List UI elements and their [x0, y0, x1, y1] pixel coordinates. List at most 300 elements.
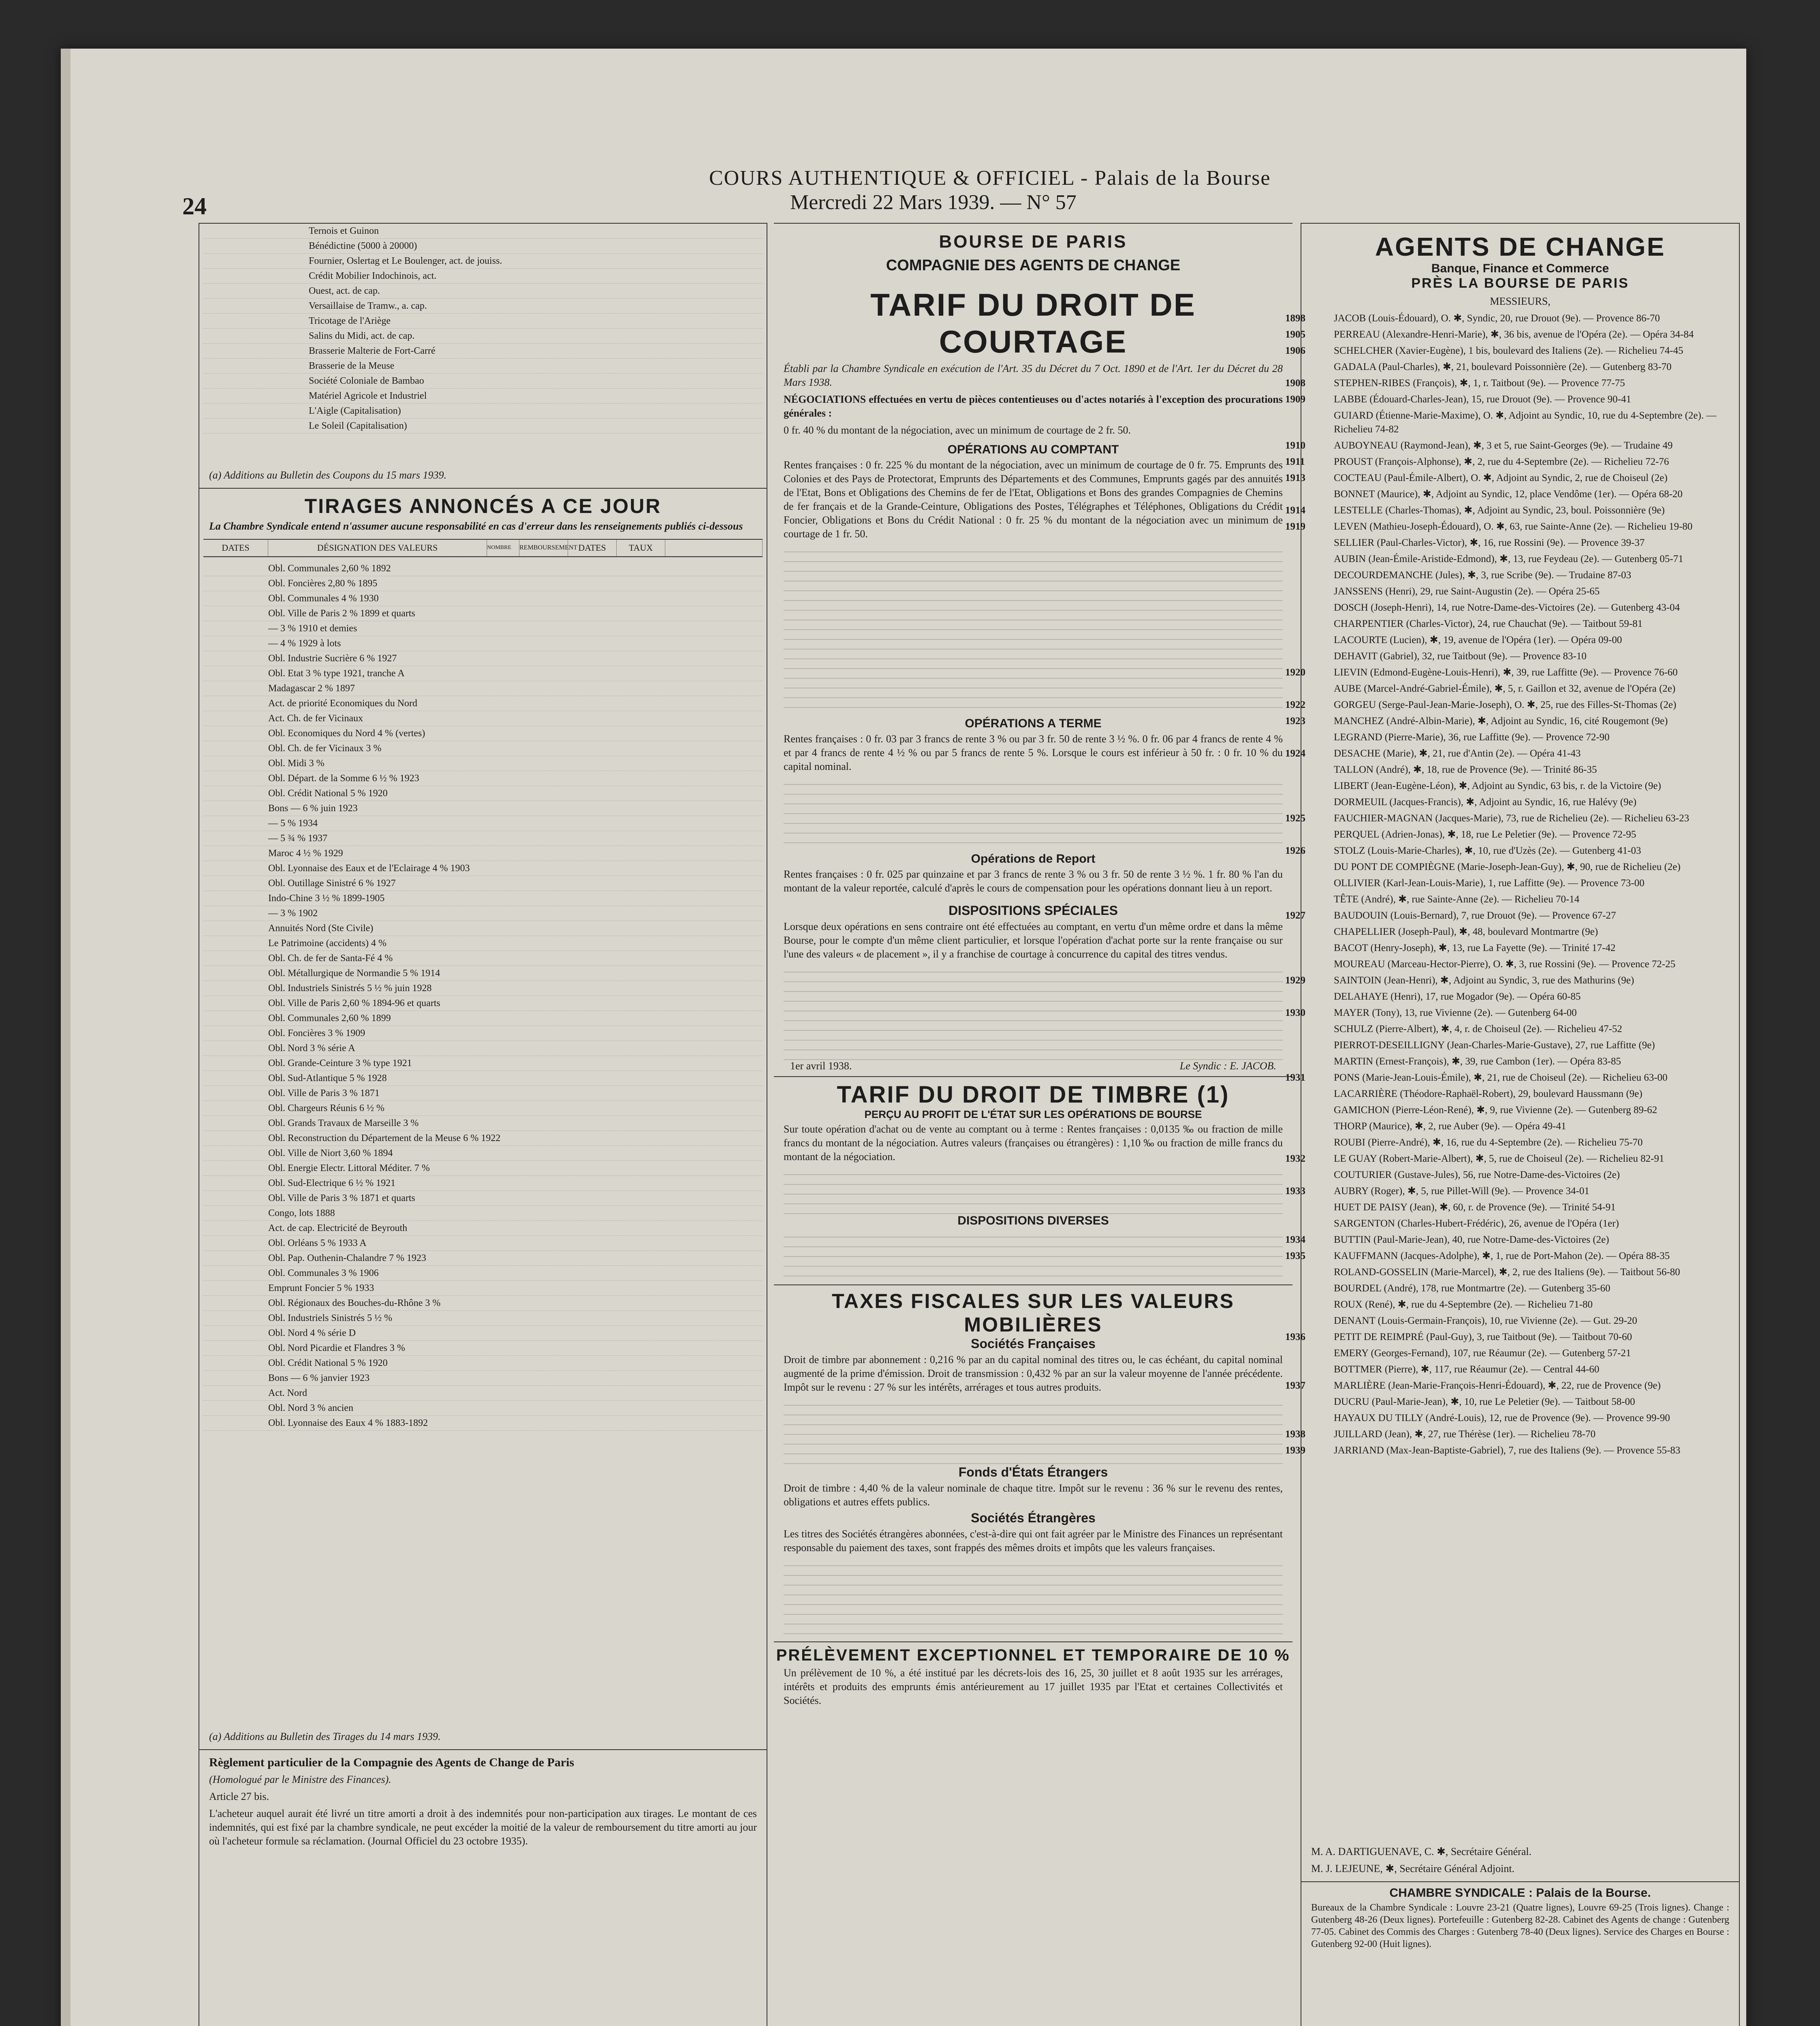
agent-details: ROUBI (Pierre-André), ✱, 16, rue du 4-Septembre (2e). — Richelieu 75-70	[1334, 1137, 1643, 1148]
coupon-row	[203, 224, 763, 239]
agent-details: SCHELCHER (Xavier-Eugène), 1 bis, boulevard des Italiens (2e). — Richelieu 74-45	[1334, 345, 1683, 356]
tirage-row	[203, 1356, 763, 1371]
agent-details: AUBOYNEAU (Raymond-Jean), ✱, 3 et 5, rue Saint-Georges (9e). — Trudaine 49	[1334, 440, 1673, 451]
tirage-row	[203, 966, 763, 981]
terme-detail-lines	[784, 775, 1283, 848]
tirage-designation: Obl. Communales 3 % 1906	[268, 1268, 379, 1278]
agent-entry	[1334, 1103, 1731, 1117]
coupon-row	[203, 284, 763, 299]
agent-entry	[1334, 1217, 1731, 1231]
agent-year: 1929	[1285, 975, 1305, 986]
tirage-designation: Obl. Orléans 5 % 1933 A	[268, 1238, 367, 1248]
tirage-row	[203, 711, 763, 726]
tirage-designation: Maroc 4 ½ % 1929	[268, 848, 343, 859]
agent-entry	[1334, 650, 1731, 663]
agent-entry	[1334, 568, 1731, 582]
tirage-designation: — 4 % 1929 à lots	[268, 638, 341, 649]
tirage-designation: Obl. Pap. Outhenin-Chalandre 7 % 1923	[268, 1253, 426, 1263]
etrangeres-text: Les titres des Sociétés étrangères abonnées, c'est-à-dire qui ont fait agréer par le Ministre des Finances un représentant responsable du paiement des taxes, sont frappés des mêmes droits et impôts que les valeurs françaises.	[784, 1528, 1283, 1554]
tirage-designation: Obl. Sud-Atlantique 5 % 1928	[268, 1073, 387, 1084]
tirage-row	[203, 1341, 763, 1356]
agent-year: 1926	[1285, 845, 1305, 856]
agents-title: AGENTS DE CHANGE	[1375, 232, 1666, 261]
tirage-designation: Bons — 6 % juin 1923	[268, 803, 358, 814]
tirage-designation: Act. Ch. de fer Vicinaux	[268, 713, 363, 724]
tirage-designation: Obl. Ville de Niort 3,60 % 1894	[268, 1148, 393, 1158]
agent-entry	[1334, 763, 1731, 777]
tirage-row	[203, 1071, 763, 1086]
agent-year: 1911	[1285, 456, 1305, 467]
agent-entry	[1334, 941, 1731, 955]
chambre-title: CHAMBRE SYNDICALE : Palais de la Bourse.	[1389, 1886, 1651, 1900]
tirages-note: (a) Additions au Bulletin des Tirages du 14 mars 1939.	[209, 1731, 441, 1742]
agent-details: SAINTOIN (Jean-Henri), ✱, Adjoint au Syndic, 3, rue des Mathurins (9e)	[1334, 975, 1634, 986]
tirage-row	[203, 1326, 763, 1341]
agent-entry	[1285, 1233, 1731, 1247]
taxes-title: TAXES FISCALES SUR LES VALEURS MOBILIÈRES	[832, 1290, 1235, 1336]
tirage-row	[203, 1176, 763, 1191]
agent-details: CHAPELLIER (Joseph-Paul), ✱, 48, boulevard Montmartre (9e)	[1334, 926, 1598, 937]
tirage-row	[203, 741, 763, 756]
tirages-table	[203, 561, 763, 1728]
messieurs-label: MESSIEURS,	[1490, 295, 1551, 307]
agent-entry	[1285, 714, 1731, 728]
agent-year: 1932	[1285, 1153, 1305, 1164]
tirage-row	[203, 876, 763, 891]
prelevement-text: Un prélèvement de 10 %, a été institué par les décrets-lois des 16, 25, 30 juillet et 8 août 1935 sur les arrérages, intérêts et produits des emprunts émis antérieurement au 17 juillet 1935 par l'Etat et certaines Collectivités et Sociétés.	[784, 1667, 1283, 1706]
agents-subtitle: Banque, Finance et Commerce	[1431, 262, 1609, 275]
tirage-designation: Obl. Crédit National 5 % 1920	[268, 788, 388, 799]
tirage-designation: Obl. Communales 2,60 % 1892	[268, 563, 391, 574]
syndic-signature: Le Syndic : E. JACOB.	[1179, 1060, 1276, 1072]
agent-details: AUBE (Marcel-André-Gabriel-Émile), ✱, 5, r. Gaillon et 32, avenue de l'Opéra (2e)	[1334, 683, 1676, 694]
tirage-row	[203, 1161, 763, 1176]
coupon-label: Salins du Midi, act. de cap.	[309, 331, 415, 341]
tirage-designation: Act. de cap. Electricité de Beyrouth	[268, 1223, 408, 1233]
agent-details: AUBRY (Roger), ✱, 5, rue Pillet-Will (9e). — Provence 34-01	[1334, 1186, 1589, 1197]
tirages-title: TIRAGES ANNONCÉS A CE JOUR	[304, 495, 662, 517]
tirage-designation: Obl. Industriels Sinistrés 5 ½ % juin 1928	[268, 983, 432, 994]
agent-year: 1906	[1285, 345, 1305, 356]
agent-details: GAMICHON (Pierre-Léon-René), ✱, 9, rue Vivienne (2e). — Gutenberg 89-62	[1334, 1105, 1658, 1116]
tirage-row	[203, 1251, 763, 1266]
coupon-row	[203, 389, 763, 404]
agent-entry	[1334, 795, 1731, 809]
agent-entry	[1285, 974, 1731, 987]
courtage-subtitle: Établi par la Chambre Syndicale en exécution de l'Art. 35 du Décret du 7 Oct. 1890 et de l'Art. 1er du Décret du 28 Mars 1938.	[784, 363, 1283, 388]
tirage-row	[203, 681, 763, 696]
agent-details: SCHULZ (Pierre-Albert), ✱, 4, r. de Choiseul (2e). — Richelieu 47-52	[1334, 1024, 1622, 1034]
agent-details: KAUFFMANN (Jacques-Adolphe), ✱, 1, rue de Port-Mahon (2e). — Opéra 88-35	[1334, 1250, 1670, 1261]
coupon-row	[203, 344, 763, 359]
tirage-designation: Obl. Ch. de fer Vicinaux 3 %	[268, 743, 382, 754]
agent-details: FAUCHIER-MAGNAN (Jacques-Marie), 73, rue de Richelieu (2e). — Richelieu 63-23	[1334, 813, 1690, 824]
agent-year: 1930	[1285, 1007, 1305, 1018]
agent-details: PERQUEL (Adrien-Jonas), ✱, 18, rue Le Peletier (9e). — Provence 72-95	[1334, 829, 1636, 840]
chambre-text: Bureaux de la Chambre Syndicale : Louvre 23-21 (Quatre lignes), Louvre 69-25 (Trois lignes). Change : Gutenberg 48-26 (Deux lignes). Portefeuille : Gutenberg 82-28. Cabinet des Agents de change : Gutenberg 77-05. Cabinet des Commis des Charges : Gutenberg 78-40 (Deux lignes). Service des Charges en Bourse : Gutenberg 92-00 (Huit lignes).	[1311, 1902, 1729, 1949]
agent-details: LEVEN (Mathieu-Joseph-Édouard), O. ✱, 63, rue Sainte-Anne (2e). — Richelieu 19-80	[1334, 521, 1693, 532]
tirage-designation: Obl. Ville de Paris 2 % 1899 et quarts	[268, 608, 415, 619]
coupon-label: Crédit Mobilier Indochinois, act.	[309, 271, 437, 281]
coupon-label: Versaillaise de Tramw., a. cap.	[309, 301, 427, 311]
tirage-designation: Obl. Industriels Sinistrés 5 ½ %	[268, 1313, 392, 1323]
tirage-designation: Obl. Economiques du Nord 4 % (vertes)	[268, 728, 425, 739]
agent-details: DUCRU (Paul-Marie-Jean), ✱, 10, rue Le Peletier (9e). — Taitbout 58-00	[1334, 1396, 1635, 1407]
tirage-row	[203, 1401, 763, 1416]
agent-year: 1909	[1285, 394, 1305, 405]
agent-entry	[1334, 828, 1731, 842]
tirage-designation: — 3 % 1902	[268, 908, 318, 919]
agent-year: 1914	[1285, 505, 1305, 516]
page-binding-edge	[61, 49, 70, 2026]
tirage-row	[203, 1131, 763, 1146]
agent-details: CHARPENTIER (Charles-Victor), 24, rue Chauchat (9e). — Taitbout 59-81	[1334, 618, 1643, 629]
tirage-row	[203, 756, 763, 771]
agent-details: DENANT (Louis-Germain-François), 10, rue Vivienne (2e). — Gut. 29-20	[1334, 1315, 1637, 1326]
tirage-designation: Indo-Chine 3 ½ % 1899-1905	[268, 893, 385, 904]
agent-details: OLLIVIER (Karl-Jean-Louis-Marie), 1, rue Laffitte (9e). — Provence 73-00	[1334, 878, 1645, 889]
tirage-designation: Obl. Ville de Paris 3 % 1871 et quarts	[268, 1193, 415, 1203]
dispositions-title: DISPOSITIONS SPÉCIALES	[948, 903, 1118, 918]
agent-year: 1923	[1285, 716, 1305, 727]
agent-details: DOSCH (Joseph-Henri), 14, rue Notre-Dame-des-Victoires (2e). — Gutenberg 43-04	[1334, 602, 1680, 613]
tirage-designation: Act. de priorité Economiques du Nord	[268, 698, 417, 709]
tirage-designation: — 5 % 1934	[268, 818, 318, 829]
negociations-heading: NÉGOCIATIONS effectuées en vertu de pièces contentieuses ou d'actes notariés à l'exception des procurations générales :	[784, 393, 1283, 419]
agent-details: LE GUAY (Robert-Marie-Albert), ✱, 5, rue de Choiseul (2e). — Richelieu 82-91	[1334, 1153, 1664, 1164]
agent-entry	[1334, 876, 1731, 890]
agent-year: 1898	[1285, 313, 1305, 324]
tirage-designation: — 5 ¾ % 1937	[268, 833, 327, 844]
tirage-row	[203, 1041, 763, 1056]
col-header-taux: TAUX	[617, 540, 665, 556]
tarif-date: 1er avril 1938.	[790, 1060, 852, 1072]
agent-entry	[1285, 471, 1731, 485]
tirage-row	[203, 1056, 763, 1071]
tirage-row	[203, 1026, 763, 1041]
agent-details: MOUREAU (Marceau-Hector-Pierre), O. ✱, 3, rue Rossini (9e). — Provence 72-25	[1334, 959, 1676, 970]
agent-details: DEHAVIT (Gabriel), 32, rue Taitbout (9e). — Provence 83-10	[1334, 651, 1587, 662]
coupon-label: Ouest, act. de cap.	[309, 286, 380, 296]
tirage-designation: Obl. Ch. de fer de Santa-Fé 4 %	[268, 953, 393, 964]
tirage-row	[203, 1371, 763, 1386]
coupon-row	[203, 359, 763, 374]
tirage-row	[203, 801, 763, 816]
agent-entry	[1285, 1071, 1731, 1085]
agent-entry	[1285, 1330, 1731, 1344]
coupon-row	[203, 314, 763, 329]
agent-year: 1939	[1285, 1445, 1305, 1456]
agent-details: SARGENTON (Charles-Hubert-Frédéric), 26, avenue de l'Opéra (1er)	[1334, 1218, 1619, 1229]
agent-entry	[1334, 1395, 1731, 1409]
diverses-detail-lines	[784, 1228, 1283, 1280]
agent-details: PIERROT-DESEILLIGNY (Jean-Charles-Marie-Gustave), 27, rue Laffitte (9e)	[1334, 1040, 1655, 1051]
tirage-designation: Emprunt Foncier 5 % 1933	[268, 1283, 374, 1293]
tirage-designation: Act. Nord	[268, 1388, 307, 1398]
agent-details: LIEVIN (Edmond-Eugène-Louis-Henri), ✱, 39, rue Laffitte (9e). — Provence 76-60	[1334, 667, 1678, 678]
report-title: Opérations de Report	[971, 852, 1096, 866]
agent-year: 1935	[1285, 1250, 1305, 1261]
agent-year: 1924	[1285, 748, 1305, 759]
agent-entry	[1285, 1379, 1731, 1393]
coupon-row	[203, 299, 763, 314]
tirage-designation: — 3 % 1910 et demies	[268, 623, 357, 634]
agent-year: 1927	[1285, 910, 1305, 921]
agent-entry	[1285, 1006, 1731, 1020]
agent-entry	[1285, 504, 1731, 517]
agents-list	[1285, 312, 1739, 1843]
left-column	[199, 223, 767, 2026]
publication-title: COURS AUTHENTIQUE & OFFICIEL - Palais de la Bourse	[709, 167, 1271, 190]
tirage-designation: Obl. Nord Picardie et Flandres 3 %	[268, 1343, 405, 1353]
agent-details: GADALA (Paul-Charles), ✱, 21, boulevard Poissonnière (2e). — Gutenberg 83-70	[1334, 361, 1672, 372]
agent-details: LESTELLE (Charles-Thomas), ✱, Adjoint au Syndic, 23, boul. Poissonnière (9e)	[1334, 505, 1665, 516]
agent-details: ROLAND-GOSSELIN (Marie-Marcel), ✱, 2, rue des Italiens (9e). — Taitbout 56-80	[1334, 1267, 1680, 1278]
agent-entry	[1334, 682, 1731, 696]
agent-entry	[1285, 1152, 1731, 1166]
agent-details: PROUST (François-Alphonse), ✱, 2, rue du 4-Septembre (2e). — Richelieu 72-76	[1334, 456, 1669, 467]
col-header-remboursement: REMBOURSEMENT	[519, 540, 568, 556]
agent-entry	[1285, 909, 1731, 923]
tirage-row	[203, 651, 763, 666]
tirage-row	[203, 846, 763, 861]
agent-details: BONNET (Maurice), ✱, Adjoint au Syndic, 12, place Vendôme (1er). — Opéra 68-20	[1334, 489, 1683, 500]
coupon-label: Bénédictine (5000 à 20000)	[309, 241, 417, 251]
agent-details: PONS (Marie-Jean-Louis-Émile), ✱, 21, rue de Choiseul (2e). — Richelieu 63-00	[1334, 1072, 1668, 1083]
coupon-label: Matériel Agricole et Industriel	[309, 391, 427, 401]
tirage-row	[203, 771, 763, 786]
coupon-row	[203, 269, 763, 284]
tirage-row	[203, 621, 763, 636]
agent-year: 1905	[1285, 329, 1305, 340]
agent-details: THORP (Maurice), ✱, 2, rue Auber (9e). — Opéra 49-41	[1334, 1121, 1566, 1132]
agent-year: 1937	[1285, 1380, 1305, 1391]
tirage-row	[203, 936, 763, 951]
timbre-detail-lines	[784, 1165, 1283, 1214]
agent-details: DELAHAYE (Henri), 17, rue Mogador (9e). — Opéra 60-85	[1334, 991, 1581, 1002]
agent-entry	[1285, 698, 1731, 712]
agent-entry	[1334, 1022, 1731, 1036]
tirage-row	[203, 786, 763, 801]
tirage-row	[203, 1221, 763, 1236]
agent-details: BACOT (Henry-Joseph), ✱, 13, rue La Fayette (9e). — Trinité 17-42	[1334, 942, 1616, 953]
negociations-rate: 0 fr. 40 % du montant de la négociation, avec un minimum de courtage de 2 fr. 50.	[784, 424, 1131, 436]
tirage-designation: Obl. Lyonnaise des Eaux 4 % 1883-1892	[268, 1418, 428, 1428]
diverses-title: DISPOSITIONS DIVERSES	[957, 1214, 1109, 1227]
agent-entry	[1285, 344, 1731, 358]
tirage-designation: Obl. Foncières 2,80 % 1895	[268, 578, 378, 589]
agent-entry	[1334, 487, 1731, 501]
tirage-designation: Obl. Ville de Paris 2,60 % 1894-96 et quarts	[268, 998, 440, 1009]
tirage-row	[203, 951, 763, 966]
agent-entry	[1285, 328, 1731, 342]
tirage-row	[203, 561, 763, 576]
right-column	[1285, 223, 1740, 2026]
francaises-text: Droit de timbre par abonnement : 0,216 % par an du capital nominal des titres ou, le cas échéant, du capital nominal augmenté de la prime d'émission. Droit de transmission : 0,432 % par an sur la valeur moyenne de l'année précédente. Impôt sur le revenu : 27 % sur les intérêts, arrérages et tous autres produits.	[784, 1354, 1283, 1393]
agent-entry	[1334, 1039, 1731, 1052]
tirage-designation: Madagascar 2 % 1897	[268, 683, 355, 694]
timbre-text: Sur toute opération d'achat ou de vente au comptant ou à terme : Rentes françaises : 0,0135 ‰ ou fraction de mille francs du montant de la négociation. Autres valeurs (françaises ou étrangères) : 1,10 ‰ ou fraction de mille francs du montant de la négociation.	[784, 1123, 1283, 1163]
agent-details: BAUDOUIN (Louis-Bernard), 7, rue Drouot (9e). — Provence 67-27	[1334, 910, 1616, 921]
agent-details: JARRIAND (Max-Jean-Baptiste-Gabriel), 7, rue des Italiens (9e). — Provence 55-83	[1334, 1445, 1681, 1456]
agent-details: BUTTIN (Paul-Marie-Jean), 40, rue Notre-Dame-des-Victoires (2e)	[1334, 1234, 1609, 1245]
agent-entry	[1334, 1087, 1731, 1101]
agents-location: PRÈS LA BOURSE DE PARIS	[1411, 276, 1629, 291]
agent-entry	[1285, 393, 1731, 406]
agent-details: GUIARD (Étienne-Marie-Maxime), O. ✱, Adjoint au Syndic, 10, rue du 4-Septembre (2e). — Richelieu 74-82	[1334, 410, 1717, 435]
tirage-designation: Obl. Grande-Ceinture 3 % type 1921	[268, 1058, 412, 1069]
agent-year: 1919	[1285, 521, 1305, 532]
tirage-designation: Obl. Nord 3 % ancien	[268, 1403, 353, 1413]
tirage-designation: Obl. Energie Electr. Littoral Méditer. 7 %	[268, 1163, 430, 1173]
agent-details: JACOB (Louis-Édouard), O. ✱, Syndic, 20, rue Drouot (9e). — Provence 86-70	[1334, 313, 1660, 324]
tirage-row	[203, 996, 763, 1011]
fonds-title: Fonds d'États Étrangers	[958, 1465, 1108, 1479]
tirage-designation: Obl. Nord 4 % série D	[268, 1328, 356, 1338]
tirage-row	[203, 1236, 763, 1251]
courtage-title: TARIF DU DROIT DE COURTAGE	[870, 287, 1196, 359]
tirage-designation: Obl. Foncières 3 % 1909	[268, 1028, 365, 1039]
compagnie-title: COMPAGNIE DES AGENTS DE CHANGE	[886, 257, 1181, 274]
agent-details: GORGEU (Serge-Paul-Jean-Marie-Joseph), O. ✱, 25, rue des Filles-St-Thomas (2e)	[1334, 699, 1677, 710]
tirage-designation: Le Patrimoine (accidents) 4 %	[268, 938, 387, 949]
agent-details: EMERY (Georges-Fernand), 107, rue Réaumur (2e). — Gutenberg 57-21	[1334, 1348, 1631, 1359]
tirage-row	[203, 1296, 763, 1311]
tirage-row	[203, 891, 763, 906]
agent-details: STEPHEN-RIBES (François), ✱, 1, r. Taitbout (9e). — Provence 77-75	[1334, 378, 1625, 389]
tirage-designation: Obl. Communales 4 % 1930	[268, 593, 379, 604]
agent-entry	[1334, 779, 1731, 793]
agent-entry	[1334, 731, 1731, 744]
agent-entry	[1334, 1282, 1731, 1295]
tirage-row	[203, 1311, 763, 1326]
agent-entry	[1334, 893, 1731, 906]
agent-entry	[1334, 1298, 1731, 1312]
secretaire-general: M. A. DARTIGUENAVE, C. ✱, Secrétaire Général.	[1311, 1846, 1532, 1857]
agent-entry	[1334, 1363, 1731, 1376]
agent-year: 1910	[1285, 440, 1305, 451]
agent-details: DECOURDEMANCHE (Jules), ✱, 3, rue Scribe (9e). — Trudaine 87-03	[1334, 570, 1632, 581]
tirage-designation: Obl. Lyonnaise des Eaux et de l'Eclairage 4 % 1903	[268, 863, 470, 874]
timbre-title: TARIF DU DROIT DE TIMBRE (1)	[837, 1081, 1230, 1108]
coupon-label: Le Soleil (Capitalisation)	[309, 421, 407, 431]
agent-entry	[1334, 360, 1731, 374]
agent-details: BOURDEL (André), 178, rue Montmartre (2e). — Gutenberg 35-60	[1334, 1283, 1611, 1294]
dispositions-detail-lines	[784, 963, 1283, 1060]
tirage-designation: Obl. Régionaux des Bouches-du-Rhône 3 %	[268, 1298, 441, 1308]
tirage-row	[203, 981, 763, 996]
francaises-title: Sociétés Françaises	[971, 1336, 1096, 1351]
agent-details: SELLIER (Paul-Charles-Victor), ✱, 16, rue Rossini (9e). — Provence 39-37	[1334, 537, 1645, 548]
comptant-detail-lines	[784, 543, 1283, 713]
agent-details: LABBE (Édouard-Charles-Jean), 15, rue Drouot (9e). — Provence 90-41	[1334, 394, 1631, 405]
agent-entry	[1334, 1201, 1731, 1214]
tirage-row	[203, 1146, 763, 1161]
newspaper-page	[61, 49, 1746, 2026]
agent-year: 1908	[1285, 378, 1305, 389]
tirage-designation: Obl. Départ. de la Somme 6 ½ % 1923	[268, 773, 419, 784]
agent-details: PETIT DE REIMPRÉ (Paul-Guy), 3, rue Taitbout (9e). — Taitbout 70-60	[1334, 1331, 1632, 1342]
etrangeres-title: Sociétés Étrangères	[971, 1511, 1096, 1525]
reglement-article: Article 27 bis.	[209, 1791, 269, 1802]
agent-entry	[1334, 552, 1731, 566]
agent-entry	[1334, 585, 1731, 598]
comptant-title: OPÉRATIONS AU COMPTANT	[947, 443, 1119, 456]
agent-entry	[1285, 747, 1731, 761]
dispositions-text: Lorsque deux opérations en sens contraire ont été effectuées au comptant, en vertu d'un même ordre et dans la même Bourse, pour le compte d'un même client particulier, et lorsque l'opération d'achat porte sur la rente française ou sur l'une des valeurs « de placement », il y a franchise de courtage à concurrence du capital des titres vendus.	[784, 921, 1283, 960]
report-text: Rentes françaises : 0 fr. 025 par quinzaine et par 3 francs de rente 3 % ou 3 fr. 50 de rente 3 ½ %. 1 fr. 80 % l'an du montant de la valeur reportée, calculé d'après le cours de compensation pour les opérations donnant lieu à un report.	[784, 868, 1283, 894]
agent-entry	[1334, 860, 1731, 874]
agent-entry	[1285, 439, 1731, 453]
agent-entry	[1334, 957, 1731, 971]
agent-entry	[1285, 1444, 1731, 1458]
tirage-row	[203, 1086, 763, 1101]
agent-entry	[1285, 455, 1731, 469]
agent-entry	[1334, 409, 1731, 436]
tirage-row	[203, 816, 763, 831]
agent-details: LIBERT (Jean-Eugène-Léon), ✱, Adjoint au Syndic, 63 bis, r. de la Victoire (9e)	[1334, 780, 1661, 791]
agent-details: AUBIN (Jean-Émile-Aristide-Edmond), ✱, 13, rue Feydeau (2e). — Gutenberg 05-71	[1334, 554, 1683, 564]
coupon-row	[203, 404, 763, 419]
tirage-row	[203, 726, 763, 741]
tirage-row	[203, 696, 763, 711]
agent-entry	[1334, 1265, 1731, 1279]
col-header-remb-dates: DATES	[568, 540, 617, 556]
coupon-label: L'Aigle (Capitalisation)	[309, 406, 401, 416]
etrangeres-detail-lines	[784, 1556, 1283, 1637]
tirage-row	[203, 1386, 763, 1401]
agent-details: LEGRAND (Pierre-Marie), 36, rue Laffitte (9e). — Provence 72-90	[1334, 732, 1610, 743]
tirage-designation: Congo, lots 1888	[268, 1208, 335, 1218]
reglement-subtitle: (Homologué par le Ministre des Finances).	[209, 1774, 391, 1785]
agent-year: 1936	[1285, 1331, 1305, 1342]
tirage-row	[203, 1191, 763, 1206]
timbre-subtitle: PERÇU AU PROFIT DE L'ÉTAT SUR LES OPÉRATIONS DE BOURSE	[864, 1108, 1202, 1120]
agent-entry	[1334, 536, 1731, 550]
agent-details: MARTIN (Ernest-François), ✱, 39, rue Cambon (1er). — Opéra 83-85	[1334, 1056, 1621, 1067]
agent-year: 1922	[1285, 699, 1305, 710]
coupon-row	[203, 374, 763, 389]
tirage-row	[203, 1011, 763, 1026]
agent-year: 1920	[1285, 667, 1305, 678]
tirage-designation: Obl. Industrie Sucrière 6 % 1927	[268, 653, 397, 664]
tirage-designation: Obl. Outillage Sinistré 6 % 1927	[268, 878, 396, 889]
agent-entry	[1285, 1184, 1731, 1198]
agent-entry	[1334, 1411, 1731, 1425]
agent-details: TALLON (André), ✱, 18, rue de Provence (9e). — Trinité 86-35	[1334, 764, 1597, 775]
agent-details: HUET DE PAISY (Jean), ✱, 60, r. de Provence (9e). — Trinité 54-91	[1334, 1202, 1616, 1213]
agent-entry	[1285, 1428, 1731, 1441]
tirage-row	[203, 906, 763, 921]
agent-details: MAYER (Tony), 13, rue Vivienne (2e). — Gutenberg 64-00	[1334, 1007, 1577, 1018]
tirage-designation: Obl. Nord 3 % série A	[268, 1043, 355, 1054]
coupon-label: Tricotage de l'Ariège	[309, 316, 391, 326]
tirage-designation: Obl. Chargeurs Réunis 6 ½ %	[268, 1103, 385, 1113]
tirage-row	[203, 1266, 763, 1281]
agent-entry	[1285, 666, 1731, 680]
agent-details: COUTURIER (Gustave-Jules), 56, rue Notre-Dame-des-Victoires (2e)	[1334, 1169, 1620, 1180]
tirage-row	[203, 1101, 763, 1116]
agent-details: DESACHE (Marie), ✱, 21, rue d'Antin (2e). — Opéra 41-43	[1334, 748, 1581, 759]
agent-entry	[1285, 844, 1731, 858]
agent-year: 1938	[1285, 1429, 1305, 1440]
tirage-designation: Annuités Nord (Ste Civile)	[268, 923, 374, 934]
tirage-designation: Obl. Ville de Paris 3 % 1871	[268, 1088, 380, 1098]
tirage-row	[203, 636, 763, 651]
agent-details: BOTTMER (Pierre), ✱, 117, rue Réaumur (2e). — Central 44-60	[1334, 1364, 1600, 1375]
agent-entry	[1334, 601, 1731, 615]
agent-details: MARLIÈRE (Jean-Marie-François-Henri-Édouard), ✱, 22, rue de Provence (9e)	[1334, 1380, 1661, 1391]
